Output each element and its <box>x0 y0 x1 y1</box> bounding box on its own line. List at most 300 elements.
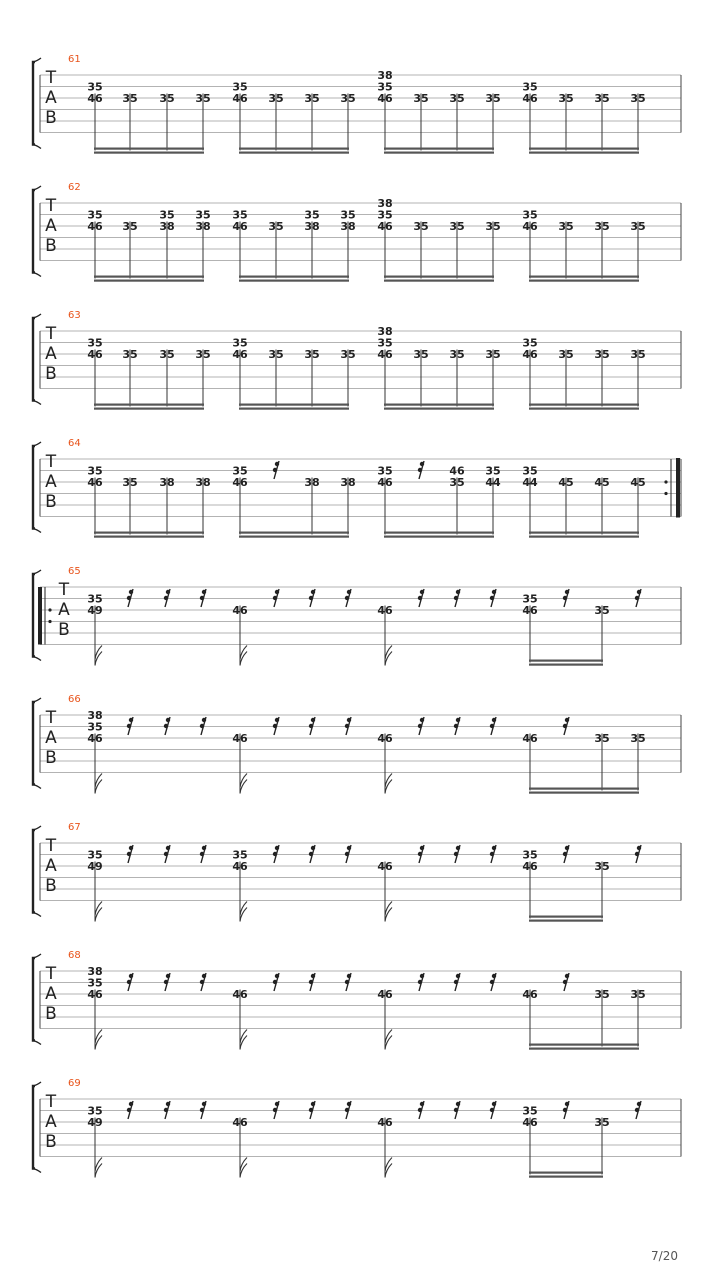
fret-number: 46 <box>232 220 248 233</box>
tab-clef-letter-t: T <box>45 1092 57 1112</box>
note-beam <box>384 276 494 278</box>
fret-number: 38 <box>195 220 211 233</box>
rest-dot <box>490 980 494 984</box>
system-bracket <box>33 574 35 657</box>
bracket-hook <box>33 913 41 917</box>
tab-clef-letter-t: T <box>45 196 57 216</box>
rest-dot <box>345 980 349 984</box>
rest-dot <box>635 1108 639 1112</box>
tab-clef-letter-b: B <box>45 236 57 256</box>
repeat-end-thick-bar <box>676 458 680 518</box>
system-bracket <box>33 958 35 1041</box>
rest-dot <box>420 974 424 978</box>
fret-number: 46 <box>522 1116 538 1129</box>
fret-number: 35 <box>268 348 284 361</box>
rest-dot <box>275 846 279 850</box>
rest-dot <box>490 724 494 728</box>
fret-number: 35 <box>268 92 284 105</box>
fret-number: 35 <box>232 464 248 478</box>
fret-number: 35 <box>522 848 538 862</box>
rest-dot <box>563 596 567 600</box>
note-beam <box>384 148 494 150</box>
rest-dot <box>492 718 496 722</box>
measure-number: 68 <box>68 950 81 961</box>
bracket-hook <box>33 826 41 830</box>
note-beam <box>529 148 639 150</box>
bracket-hook <box>33 145 41 149</box>
rest-dot <box>454 1108 458 1112</box>
fret-number: 35 <box>449 92 465 105</box>
fret-number: 46 <box>449 464 465 478</box>
system-bracket <box>33 190 35 273</box>
note-beam <box>529 532 639 534</box>
bracket-hook <box>33 314 41 318</box>
tab-clef-letter-a: A <box>45 88 57 108</box>
note-beam <box>384 532 494 534</box>
fret-number: 46 <box>522 220 538 233</box>
rest-dot <box>311 590 315 594</box>
fret-number: 35 <box>304 208 320 222</box>
rest-dot <box>454 852 458 856</box>
rest-dot <box>345 852 349 856</box>
note-beam <box>239 536 349 538</box>
fret-number: 38 <box>377 325 393 338</box>
note-beam <box>239 532 349 534</box>
rest-dot <box>129 1102 133 1106</box>
fret-number: 35 <box>558 220 574 233</box>
fret-number: 38 <box>340 476 356 489</box>
rest-dot <box>275 462 279 466</box>
rest-dot <box>418 596 422 600</box>
fret-number: 46 <box>87 220 103 233</box>
rest-dot <box>418 724 422 728</box>
fret-number: 44 <box>522 476 538 489</box>
tab-clef-letter-b: B <box>45 108 57 128</box>
tab-clef-letter-t: T <box>45 964 57 984</box>
page-number: 7/20 <box>651 1249 678 1263</box>
fret-number: 35 <box>594 732 610 745</box>
fret-number: 35 <box>87 336 103 350</box>
rest-dot <box>492 974 496 978</box>
fret-number: 46 <box>87 476 103 489</box>
fret-number: 46 <box>232 92 248 105</box>
rest-dot <box>273 852 277 856</box>
fret-number: 35 <box>87 976 103 990</box>
rest-dot <box>309 596 313 600</box>
fret-number: 49 <box>87 860 103 873</box>
fret-number: 35 <box>522 1104 538 1118</box>
note-beam <box>529 1176 603 1178</box>
rest-dot <box>311 846 315 850</box>
note-beam <box>239 152 349 154</box>
fret-number: 35 <box>377 80 393 94</box>
rest-dot <box>490 596 494 600</box>
fret-number: 38 <box>340 220 356 233</box>
fret-number: 35 <box>87 464 103 478</box>
fret-number: 46 <box>87 92 103 105</box>
rest-dot <box>418 852 422 856</box>
fret-number: 46 <box>87 732 103 745</box>
note-beam <box>529 920 603 922</box>
fret-number: 35 <box>558 348 574 361</box>
fret-number: 35 <box>87 592 103 606</box>
bracket-hook <box>33 657 41 661</box>
fret-number: 35 <box>159 348 175 361</box>
note-beam <box>529 536 639 538</box>
note-beam <box>529 1172 603 1174</box>
rest-dot <box>418 468 422 472</box>
fret-number: 35 <box>449 220 465 233</box>
fret-number: 46 <box>377 860 393 873</box>
tab-clef-letter-b: B <box>45 364 57 384</box>
rest-dot <box>454 980 458 984</box>
fret-number: 45 <box>558 476 574 489</box>
fret-number: 35 <box>630 92 646 105</box>
rest-dot <box>563 1108 567 1112</box>
system-bracket <box>33 446 35 529</box>
fret-number: 38 <box>159 220 175 233</box>
fret-number: 35 <box>630 732 646 745</box>
rest-dot <box>454 596 458 600</box>
fret-number: 35 <box>449 476 465 489</box>
rest-dot <box>273 596 277 600</box>
tab-clef-letter-a: A <box>45 856 57 876</box>
measure-number: 61 <box>68 54 81 65</box>
rest-dot <box>309 1108 313 1112</box>
rest-dot <box>200 596 204 600</box>
rest-dot <box>563 980 567 984</box>
tab-clef-letter-b: B <box>58 620 70 640</box>
tab-system <box>33 694 681 794</box>
fret-number: 35 <box>522 208 538 222</box>
repeat-dot <box>664 480 667 483</box>
rest-dot <box>164 852 168 856</box>
system-bracket <box>33 62 35 145</box>
fret-number: 46 <box>87 348 103 361</box>
rest-dot <box>456 846 460 850</box>
note-beam <box>239 280 349 282</box>
rest-dot <box>347 718 351 722</box>
rest-dot <box>418 1108 422 1112</box>
rest-dot <box>635 852 639 856</box>
tab-system <box>33 822 681 922</box>
fret-number: 35 <box>485 220 501 233</box>
fret-number: 49 <box>87 1116 103 1129</box>
rest-dot <box>456 1102 460 1106</box>
rest-dot <box>309 724 313 728</box>
fret-number: 35 <box>340 208 356 222</box>
bracket-hook <box>33 785 41 789</box>
fret-number: 46 <box>377 476 393 489</box>
fret-number: 35 <box>558 92 574 105</box>
note-beam <box>94 532 204 534</box>
tab-clef-letter-t: T <box>45 836 57 856</box>
fret-number: 35 <box>340 348 356 361</box>
rest-dot <box>275 1102 279 1106</box>
note-beam <box>239 408 349 410</box>
rest-dot <box>200 1108 204 1112</box>
rest-dot <box>456 974 460 978</box>
tab-clef-letter-t: T <box>45 68 57 88</box>
fret-number: 35 <box>594 860 610 873</box>
note-beam <box>94 148 204 150</box>
fret-number: 35 <box>413 220 429 233</box>
note-beam <box>384 152 494 154</box>
tab-clef-letter-a: A <box>45 344 57 364</box>
rest-dot <box>635 596 639 600</box>
tab-clef-letter-t: T <box>45 452 57 472</box>
fret-number: 38 <box>87 709 103 722</box>
tab-clef-letter-t: T <box>58 580 70 600</box>
note-beam <box>94 408 204 410</box>
rest-dot <box>420 846 424 850</box>
measure-number: 67 <box>68 822 81 833</box>
rest-dot <box>347 1102 351 1106</box>
rest-dot <box>492 590 496 594</box>
fret-number: 35 <box>122 92 138 105</box>
rest-dot <box>309 852 313 856</box>
fret-number: 35 <box>485 92 501 105</box>
fret-number: 35 <box>594 604 610 617</box>
fret-number: 35 <box>594 348 610 361</box>
bracket-hook <box>33 529 41 533</box>
rest-dot <box>202 590 206 594</box>
rest-dot <box>565 718 569 722</box>
fret-number: 35 <box>413 92 429 105</box>
fret-number: 35 <box>232 208 248 222</box>
fret-number: 35 <box>594 988 610 1001</box>
rest-dot <box>309 980 313 984</box>
rest-dot <box>345 1108 349 1112</box>
fret-number: 46 <box>377 604 393 617</box>
fret-number: 46 <box>522 348 538 361</box>
note-beam <box>384 280 494 282</box>
fret-number: 35 <box>195 208 211 222</box>
note-beam <box>384 408 494 410</box>
rest-dot <box>200 852 204 856</box>
note-beam <box>239 404 349 406</box>
fret-number: 35 <box>195 92 211 105</box>
fret-number: 46 <box>377 92 393 105</box>
measure-number: 66 <box>68 694 81 705</box>
tab-clef-letter-a: A <box>45 472 57 492</box>
bracket-hook <box>33 954 41 958</box>
rest-dot <box>166 974 170 978</box>
repeat-dot <box>48 608 51 611</box>
rest-dot <box>490 1108 494 1112</box>
rest-dot <box>565 846 569 850</box>
rest-dot <box>166 1102 170 1106</box>
fret-number: 35 <box>87 1104 103 1118</box>
fret-number: 46 <box>232 988 248 1001</box>
fret-number: 35 <box>304 348 320 361</box>
note-beam <box>529 660 603 662</box>
fret-number: 38 <box>304 476 320 489</box>
note-beam <box>529 404 639 406</box>
fret-number: 46 <box>522 988 538 1001</box>
tab-clef-letter-b: B <box>45 1004 57 1024</box>
fret-number: 46 <box>377 220 393 233</box>
repeat-start-thick-bar <box>38 587 42 645</box>
rest-dot <box>127 1108 131 1112</box>
fret-number: 38 <box>377 197 393 210</box>
rest-dot <box>492 1102 496 1106</box>
fret-number: 46 <box>522 732 538 745</box>
measure-number: 69 <box>68 1078 81 1089</box>
tab-clef-letter-b: B <box>45 748 57 768</box>
system-bracket <box>33 318 35 401</box>
fret-number: 46 <box>232 348 248 361</box>
note-beam <box>94 536 204 538</box>
bracket-hook <box>33 1082 41 1086</box>
fret-number: 35 <box>485 348 501 361</box>
rest-dot <box>311 1102 315 1106</box>
tab-clef-letter-a: A <box>58 600 70 620</box>
fret-number: 35 <box>594 220 610 233</box>
rest-dot <box>420 1102 424 1106</box>
rest-dot <box>129 846 133 850</box>
rest-dot <box>273 468 277 472</box>
measure-number: 62 <box>68 182 81 193</box>
fret-number: 46 <box>377 348 393 361</box>
tab-clef-letter-t: T <box>45 708 57 728</box>
tab-system <box>33 566 681 666</box>
fret-number: 38 <box>304 220 320 233</box>
fret-number: 35 <box>195 348 211 361</box>
bracket-hook <box>33 1169 41 1173</box>
rest-dot <box>637 590 641 594</box>
rest-dot <box>347 974 351 978</box>
fret-number: 46 <box>232 476 248 489</box>
rest-dot <box>164 980 168 984</box>
tab-system <box>33 310 681 410</box>
tab-system <box>33 54 681 154</box>
fret-number: 35 <box>377 208 393 222</box>
bracket-hook <box>33 186 41 190</box>
fret-number: 35 <box>522 80 538 94</box>
rest-dot <box>129 718 133 722</box>
rest-dot <box>563 724 567 728</box>
fret-number: 35 <box>522 592 538 606</box>
rest-dot <box>273 980 277 984</box>
rest-dot <box>311 974 315 978</box>
rest-dot <box>420 590 424 594</box>
fret-number: 35 <box>87 80 103 94</box>
fret-number: 35 <box>87 208 103 222</box>
tab-clef-letter-a: A <box>45 984 57 1004</box>
tab-clef-letter-b: B <box>45 1132 57 1152</box>
tab-clef-letter-t: T <box>45 324 57 344</box>
rest-dot <box>164 724 168 728</box>
fret-number: 35 <box>413 348 429 361</box>
rest-dot <box>347 846 351 850</box>
note-beam <box>384 404 494 406</box>
fret-number: 46 <box>522 92 538 105</box>
tab-clef-letter-a: A <box>45 1112 57 1132</box>
fret-number: 35 <box>232 80 248 94</box>
note-beam <box>94 280 204 282</box>
fret-number: 35 <box>522 336 538 350</box>
fret-number: 46 <box>522 604 538 617</box>
note-beam <box>529 276 639 278</box>
note-beam <box>529 408 639 410</box>
fret-number: 46 <box>87 988 103 1001</box>
bracket-hook <box>33 570 41 574</box>
fret-number: 45 <box>594 476 610 489</box>
bracket-hook <box>33 273 41 277</box>
fret-number: 46 <box>232 604 248 617</box>
fret-number: 35 <box>122 220 138 233</box>
rest-dot <box>127 852 131 856</box>
repeat-dot <box>48 620 51 623</box>
fret-number: 35 <box>594 1116 610 1129</box>
note-beam <box>529 152 639 154</box>
fret-number: 35 <box>340 92 356 105</box>
note-beam <box>94 404 204 406</box>
system-bracket <box>33 830 35 913</box>
rest-dot <box>166 846 170 850</box>
fret-number: 46 <box>377 988 393 1001</box>
bracket-hook <box>33 58 41 62</box>
rest-dot <box>127 724 131 728</box>
bracket-hook <box>33 1041 41 1045</box>
rest-dot <box>200 980 204 984</box>
rest-dot <box>565 1102 569 1106</box>
fret-number: 35 <box>232 848 248 862</box>
fret-number: 35 <box>377 464 393 478</box>
tab-clef-letter-a: A <box>45 216 57 236</box>
fret-number: 45 <box>630 476 646 489</box>
tab-clef-letter-a: A <box>45 728 57 748</box>
rest-dot <box>565 590 569 594</box>
measure-number: 65 <box>68 566 81 577</box>
rest-dot <box>490 852 494 856</box>
rest-dot <box>129 974 133 978</box>
note-beam <box>529 788 639 790</box>
fret-number: 35 <box>594 92 610 105</box>
note-beam <box>94 276 204 278</box>
rest-dot <box>456 718 460 722</box>
rest-dot <box>347 590 351 594</box>
fret-number: 46 <box>232 1116 248 1129</box>
fret-number: 35 <box>377 336 393 350</box>
rest-dot <box>420 462 424 466</box>
fret-number: 46 <box>232 860 248 873</box>
bracket-hook <box>33 698 41 702</box>
fret-number: 38 <box>159 476 175 489</box>
rest-dot <box>127 596 131 600</box>
system-bracket <box>33 702 35 785</box>
rest-dot <box>127 980 131 984</box>
note-beam <box>529 1048 639 1050</box>
rest-dot <box>563 852 567 856</box>
note-beam <box>529 280 639 282</box>
fret-number: 35 <box>630 988 646 1001</box>
fret-number: 46 <box>377 732 393 745</box>
rest-dot <box>164 596 168 600</box>
rest-dot <box>202 1102 206 1106</box>
fret-number: 46 <box>522 860 538 873</box>
fret-number: 35 <box>232 336 248 350</box>
fret-number: 35 <box>122 476 138 489</box>
tab-system <box>33 182 681 282</box>
fret-number: 35 <box>159 208 175 222</box>
fret-number: 35 <box>485 464 501 478</box>
rest-dot <box>275 718 279 722</box>
fret-number: 35 <box>522 464 538 478</box>
fret-number: 46 <box>232 732 248 745</box>
rest-dot <box>492 846 496 850</box>
